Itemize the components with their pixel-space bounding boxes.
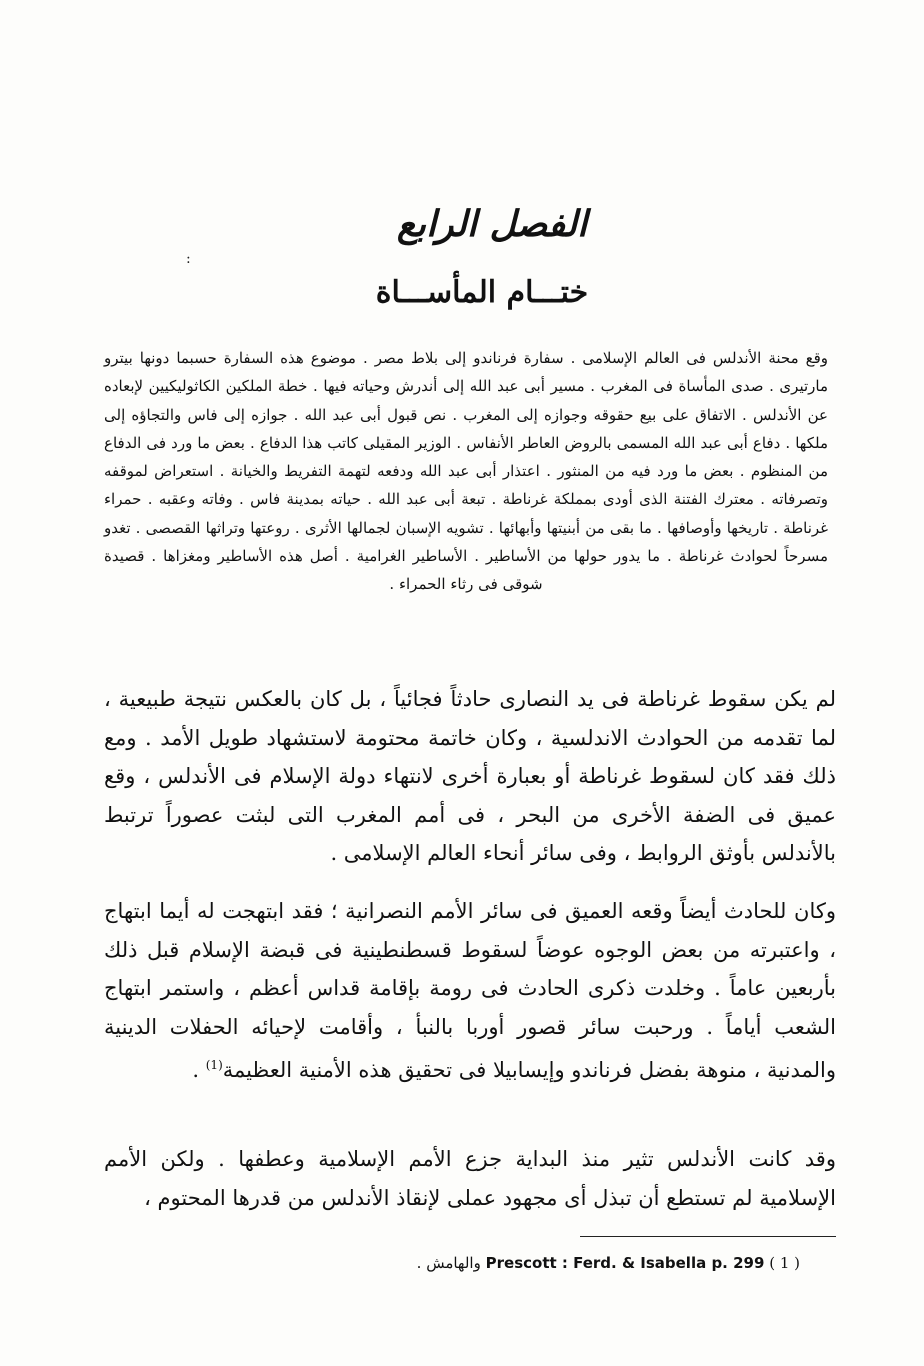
body-paragraph-2 xyxy=(104,892,836,1090)
footnote xyxy=(300,1250,800,1276)
footnote-divider xyxy=(580,1236,836,1237)
footnote-marker: (1) xyxy=(205,1058,223,1073)
footnote-reference: Prescott : Ferd. & Isabella p. 299 xyxy=(485,1254,765,1272)
stray-mark: : xyxy=(186,251,191,267)
chapter-summary: وقع محنة الأندلس فى العالم الإسلامى . سفارة فرناندو إلى بلاط مصر . موضوع هذه السفارة حسبما دونها بيترو مارتيرى . صدى المأساة فى المغرب . مسير أبى عبد الله إلى أندرش وحياته فيها . خطة الملكين الكاثوليكيين لإبعاده عن الأندلس . الاتفاق على بيع حقوقه وجوازه إلى المغرب . نص قبول أبى عبد الله . جوازه إلى فاس والتجاؤه إلى ملكها . دفاع أبى عبد الله المسمى بالروض العاطر الأنفاس . الوزير المقيلى كاتب هذا الدفاع . بعض ما ورد فى الدفاع من المنظوم . بعض ما ورد فيه من المنثور . اعتذار أبى عبد الله ودفعه لتهمة التفريط والخيانة . استعراض لموقفه وتصرفاته . معترك الفتنة الذى أودى بمملكة غرناطة . تبعة أبى عبد الله . حياته بمدينة فاس . وفاته وعقبه . حمراء غرناطة . تاريخها وأوصافها . ما بقى من أبنيتها وأبهائها . تشويه الإسبان لجمالها الأثرى . روعتها وتراثها القصصى . تغدو مسرحاً لحوادث غرناطة . ما يدور حولها من الأساطير . الأساطير الغرامية . أصل هذه الأساطير ومغزاها . قصيدة شوقى فى رثاء الحمراء . xyxy=(104,349,828,594)
body-paragraph-3: وقد كانت الأندلس تثير منذ البداية جزع الأمم الإسلامية وعطفها . ولكن الأمم الإسلامية لم تستطع أن تبذل أى مجهود عملى لإنقاذ الأندلس من قدرها المحتوم ، xyxy=(104,1147,836,1210)
chapter-subtitle: ختـــام المأســـاة xyxy=(375,275,589,310)
footnote-suffix: والهامش . xyxy=(416,1254,481,1272)
body-paragraph-2-text: وكان للحادث أيضاً وقعه العميق فى سائر الأمم النصرانية ؛ فقد ابتهجت له أيما ابتهاج ، واعتبرته من بعض الوجوه عوضاً لسقوط قسطنطينية فى قبضة الإسلام قبل ذلك بأربعين عاماً . وخلدت ذكرى الحادث فى رومة بإقامة قداس أعظم ، واستمر ابتهاج الشعب أياماً . ورحبت سائر قصور أوربا بالنبأ ، وأقامت لإحيائه الحفلات الدينية والمدنية ، منوهة بفضل فرناندو وإيسابيلا فى تحقيق هذه الأمنية العظيمة xyxy=(104,899,836,1083)
body-paragraph-1: لم يكن سقوط غرناطة فى يد النصارى حادثاً فجائياً ، بل كان بالعكس نتيجة طبيعية ، لما تقدمه من الحوادث الاندلسية ، وكان خاتمة محتومة لاستشهاد طويل الأمد . ومع ذلك فقد كان لسقوط غرناطة أو بعبارة أخرى لانتهاء دولة الإسلام فى الأندلس ، وقع عميق فى الضفة الأخرى من البحر ، فى أمم المغرب التى لبثت عصوراً ترتبط بالأندلس بأوثق الروابط ، وفى سائر أنحاء العالم الإسلامى . xyxy=(104,687,836,866)
footnote-number: ( 1 ) xyxy=(769,1254,800,1272)
body-paragraph-2-end: . xyxy=(192,1058,206,1083)
chapter-title: الفصل الرابع xyxy=(396,203,588,245)
